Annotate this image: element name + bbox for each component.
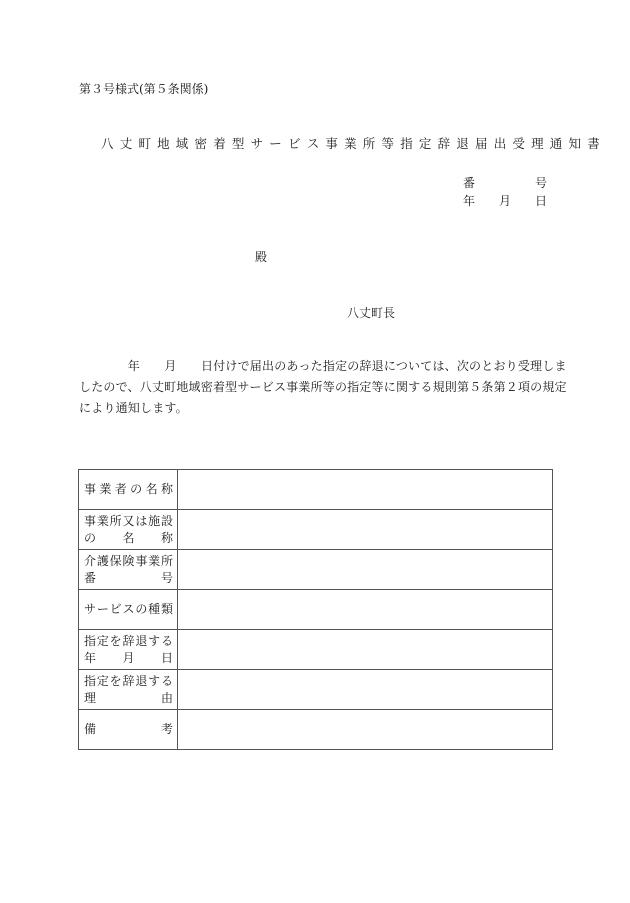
value-cell[interactable] [178,470,553,510]
label-cell [79,510,178,550]
label-char: の [84,530,97,545]
label-line [84,673,173,690]
label-char: 施 [148,513,161,528]
table-row-withdrawal-reason [79,670,553,710]
label-char: 名 [122,530,135,545]
label-char: 退 [135,673,148,688]
label-char: る [160,633,173,648]
label-char: 指 [84,633,97,648]
label-char: す [148,673,161,688]
label-char: る [160,673,173,688]
label-char: 介 [84,553,97,568]
value-cell[interactable] [178,710,553,750]
table-row-operator-name [79,470,553,510]
table-row-withdrawal-date [79,630,553,670]
label-char: 保 [109,553,122,568]
label-char: の [130,482,143,496]
body-line: により通知します。 [79,401,188,415]
label-char: 事 [135,553,148,568]
label-char: 事 [84,482,97,496]
label-char: す [148,633,161,648]
label-char: 指 [84,673,97,688]
label-char: 日 [160,650,173,665]
label-char: ー [96,602,109,616]
label-char: 辞 [122,673,135,688]
label-char: 月 [122,650,135,665]
label-line [84,513,173,530]
document-title: 八丈町地域密着型サービス事業所等指定辞退届出受理通知書 [101,136,606,151]
label-char: 考 [160,722,173,736]
label-char: 類 [160,602,173,616]
label-char: 番 [84,570,97,585]
label-cell [79,670,178,710]
label-char: 理 [84,690,97,705]
issuer: 八丈町長 [347,306,396,320]
label-char: 設 [160,513,173,528]
label-char: 所 [109,513,122,528]
label-line [84,570,173,587]
label-char: 定 [96,673,109,688]
label-char: 称 [160,482,173,496]
value-cell[interactable] [178,630,553,670]
label-char: を [109,673,122,688]
label-cell [79,710,178,750]
label-char: 名 [145,482,158,496]
table-row-remarks [79,710,553,750]
label-line [84,690,173,707]
reference-date-day: 日 [534,194,547,208]
value-cell[interactable] [178,590,553,630]
label-char: は [135,513,148,528]
label-line [84,721,173,738]
reference-date [463,192,547,209]
body-line: したので、八丈町地域密着型サービス事業所等の指定等に関する規則第５条第２項の規定 [79,380,567,394]
label-line [84,633,173,650]
label-char: 種 [148,602,161,616]
label-char: 称 [160,530,173,545]
value-cell[interactable] [178,670,553,710]
body-line: 年 月 日付けで届出のあった指定の辞退については、次のとおり受理しま [79,359,567,373]
label-line [84,481,173,498]
label-char: 年 [84,650,97,665]
value-cell[interactable] [178,550,553,590]
label-char: 退 [135,633,148,648]
label-line [84,530,173,547]
label-cell [79,590,178,630]
reference-date-month: 月 [498,194,511,208]
table-row-care-insurance-number [79,550,553,590]
label-char: ビ [109,602,122,616]
label-char: の [135,602,148,616]
label-line [84,650,173,667]
label-line [84,601,173,618]
reference-number [463,174,547,191]
body-paragraph [79,356,567,419]
label-char: を [109,633,122,648]
table-row-facility-name [79,510,553,550]
label-char: 号 [160,570,173,585]
form-number: 第３号様式(第５条関係) [79,82,209,96]
label-char: 定 [96,633,109,648]
label-char: 由 [160,690,173,705]
label-char: ス [122,602,135,616]
label-char: 又 [122,513,135,528]
label-char: 辞 [122,633,135,648]
label-char: 備 [84,722,97,736]
label-char: 者 [114,482,127,496]
label-char: 護 [96,553,109,568]
label-char: サ [84,602,97,616]
label-char: 所 [160,553,173,568]
label-char: 業 [99,482,112,496]
value-cell[interactable] [178,510,553,550]
label-char: 事 [84,513,97,528]
details-table [78,469,553,750]
addressee: 殿 [255,250,268,264]
reference-number-label-1: 番 [463,176,476,190]
label-char: 業 [148,553,161,568]
label-cell [79,470,178,510]
reference-date-year: 年 [463,194,476,208]
label-char: 業 [96,513,109,528]
label-line [84,553,173,570]
label-char: 険 [122,553,135,568]
label-cell [79,550,178,590]
reference-number-label-2: 号 [534,176,547,190]
table-row-service-type [79,590,553,630]
label-cell [79,630,178,670]
